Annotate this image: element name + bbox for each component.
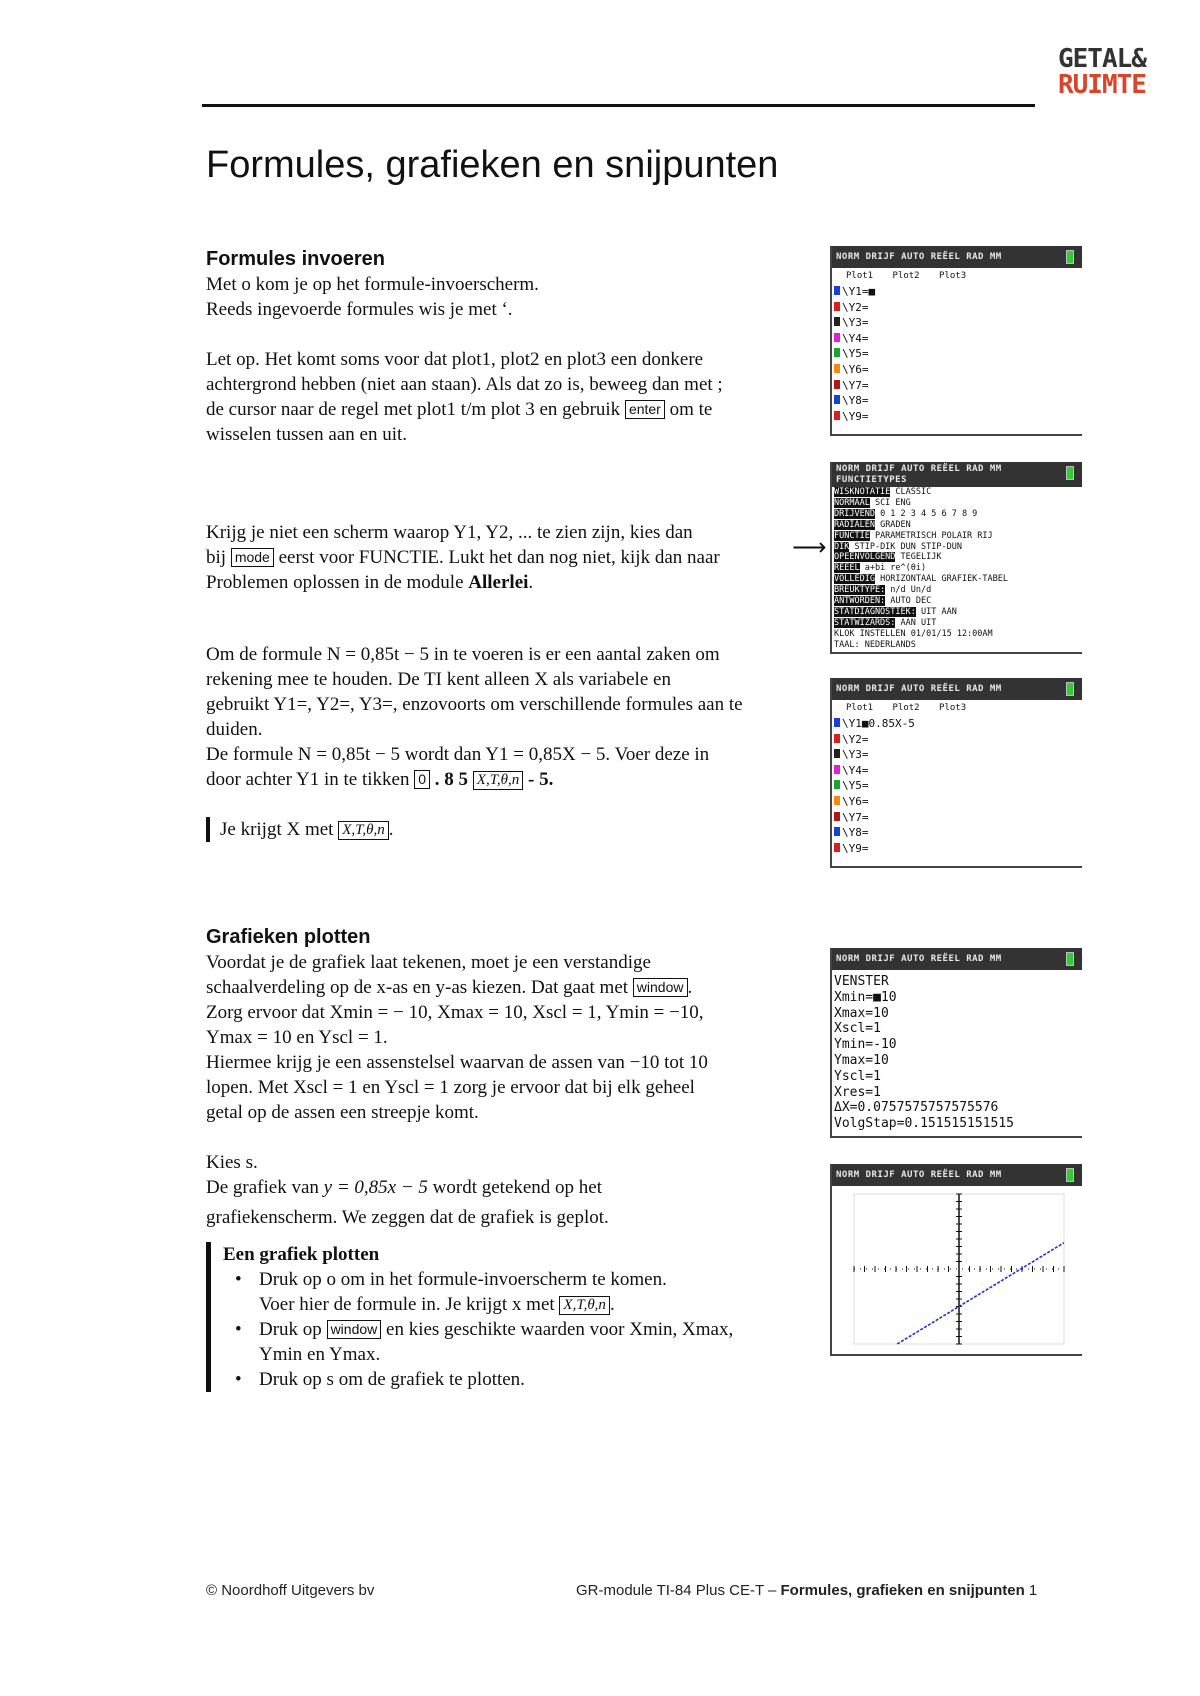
status-bar xyxy=(832,462,1082,487)
text: en kies geschikte waarden voor Xmin, Xmax, xyxy=(381,1319,734,1340)
selected-option: BREUKTYPE: xyxy=(834,585,886,596)
calc-screen-y-editor xyxy=(830,246,1082,436)
selected-option: VOLLEDIG xyxy=(834,574,875,585)
text: Druk op xyxy=(259,1319,327,1340)
window-key: window xyxy=(633,978,688,997)
paragraph: Kies s. xyxy=(206,1152,258,1173)
window-row: ΔX=0.0757575757575576 xyxy=(834,1100,999,1116)
paragraph xyxy=(206,1175,806,1200)
y-entry xyxy=(832,716,1082,732)
section-functie-mode xyxy=(206,520,806,595)
y-entry xyxy=(832,300,1082,316)
color-marker xyxy=(834,812,840,821)
y-text: \Y2= xyxy=(842,300,869,314)
paragraph: achtergrond hebben (niet aan staan). Als dat zo is, beweeg dan met ; xyxy=(206,374,723,395)
window-row: Ymax=10 xyxy=(834,1052,889,1068)
y-text: \Y8= xyxy=(842,826,869,840)
selected-option: STATWIZARDS: xyxy=(834,617,896,628)
y-entry xyxy=(832,315,1082,331)
arrow-right-icon: ⟶ xyxy=(792,533,827,561)
text: schaalverdeling op de x-as en y-as kiezen. Dat gaat met xyxy=(206,977,633,998)
paragraph: wisselen tussen aan en uit. xyxy=(206,424,408,445)
battery-icon xyxy=(1066,466,1074,480)
window-row: Xmin=■10 xyxy=(834,989,897,1005)
selected-option: NORMAAL xyxy=(834,497,870,508)
color-marker xyxy=(834,780,840,789)
section-heading: Formules invoeren xyxy=(206,248,385,270)
selected-option: RADIALEN xyxy=(834,519,875,530)
color-marker xyxy=(834,827,840,836)
mode-options: TEGELIJK xyxy=(895,552,942,563)
y-text: \Y2= xyxy=(842,732,869,746)
paragraph: Voordat je de grafiek laat tekenen, moet je een verstandige xyxy=(206,952,651,973)
mode-options: SCI ENG xyxy=(869,497,911,508)
mode-options: 0 1 2 3 4 5 6 7 8 9 xyxy=(874,508,978,519)
mode-row xyxy=(832,629,1082,640)
mode-options: AAN UIT xyxy=(895,617,937,628)
section-grafieken-plotten xyxy=(206,924,806,1392)
y-text: \Y7= xyxy=(842,810,869,824)
paragraph: Ymax = 10 en Yscl = 1. xyxy=(206,1027,388,1048)
plot-row: Plot1 Plot2 Plot3 xyxy=(846,271,967,281)
y-entry xyxy=(832,362,1082,378)
xton-key: X,T,θ,n xyxy=(559,1296,610,1315)
selected-option: DRIJVEND xyxy=(834,508,875,519)
y-entry xyxy=(832,778,1082,794)
y-list xyxy=(832,284,1082,424)
y-entry xyxy=(832,409,1082,425)
page-title: Formules, grafieken en snijpunten xyxy=(206,144,779,186)
color-marker xyxy=(834,765,840,774)
color-marker xyxy=(834,796,840,805)
y-text: \Y1■0.85X-5 xyxy=(842,717,915,730)
selected-option: WISKNOTATIE xyxy=(834,487,891,497)
text: . xyxy=(687,977,693,998)
mode-options: TAAL: NEDERLANDS xyxy=(834,639,916,650)
text: om te xyxy=(664,399,713,420)
paragraph: Zorg ervoor dat Xmin = − 10, Xmax = 10, Xscl = 1, Ymin = −10, xyxy=(206,1002,704,1023)
status-bar xyxy=(832,948,1082,970)
y-text: \Y5= xyxy=(842,347,869,361)
mode-options: HORIZONTAAL GRAFIEK-TABEL xyxy=(874,574,1009,585)
mode-options: PARAMETRISCH POLAIR RIJ xyxy=(869,530,993,541)
selected-option: STATDIAGNOSTIEK: xyxy=(834,606,916,617)
paragraph: duiden. xyxy=(206,719,263,740)
mode-options: AUTO DEC xyxy=(885,596,932,607)
text: door achter Y1 in te tikken xyxy=(206,769,415,790)
mode-row xyxy=(832,640,1082,651)
y-entry xyxy=(832,284,1082,300)
enter-key: enter xyxy=(625,400,665,419)
status-text: NORM DRIJF AUTO REËEL RAD MM xyxy=(836,1170,1002,1180)
calc-screen-graph xyxy=(830,1164,1082,1356)
text: . xyxy=(609,1294,615,1315)
y-text: \Y3= xyxy=(842,316,869,330)
text: . 8 5 xyxy=(430,769,473,790)
color-marker xyxy=(834,380,840,389)
text: Voer hier de formule in. Je krijgt x met xyxy=(259,1294,560,1315)
battery-icon xyxy=(1066,682,1074,696)
status-bar xyxy=(832,1164,1082,1186)
footer-module xyxy=(576,1582,1037,1599)
formula: y = 0,85x − 5 xyxy=(323,1177,428,1198)
mode-row xyxy=(832,509,1082,520)
footer-copyright: © Noordhoff Uitgevers bv xyxy=(206,1582,375,1599)
list-item: • Druk op s om de grafiek te plotten. xyxy=(223,1367,806,1392)
window-row: Xres=1 xyxy=(834,1084,881,1100)
y-entry xyxy=(832,346,1082,362)
logo-line2: RUIMTE xyxy=(1058,70,1146,100)
paragraph: rekening mee te houden. De TI kent alleen X als variabele en xyxy=(206,669,671,690)
logo-line1: GETAL& xyxy=(1058,44,1146,74)
paragraph: getal op de assen een streepje komt. xyxy=(206,1102,479,1123)
text: - 5. xyxy=(523,769,554,790)
mode-row xyxy=(832,585,1082,596)
window-key: window xyxy=(327,1320,382,1339)
plot-row: Plot1 Plot2 Plot3 xyxy=(846,703,967,713)
list-item-continued: Ymin en Ymax. xyxy=(259,1344,381,1365)
window-row: VENSTER xyxy=(834,974,889,989)
mode-options: KLOK INSTELLEN 01/01/15 12:00AM xyxy=(834,628,993,639)
status-bar xyxy=(832,246,1082,268)
y-text: \Y8= xyxy=(842,394,869,408)
y-text: \Y9= xyxy=(842,841,869,855)
paragraph: Let op. Het komt soms voor dat plot1, plot2 en plot3 een donkere xyxy=(206,349,704,370)
text: eerst voor FUNCTIE. Lukt het dan nog niet, kijk dan naar xyxy=(273,547,720,568)
status-text: NORM DRIJF AUTO REËEL RAD MM xyxy=(836,464,1002,474)
y-entry xyxy=(832,393,1082,409)
y-entry xyxy=(832,794,1082,810)
color-marker xyxy=(834,395,840,404)
publisher-logo xyxy=(1058,46,1178,98)
mode-row xyxy=(832,618,1082,629)
color-marker xyxy=(834,286,840,295)
footer-module-name: GR-module TI-84 Plus CE-T – xyxy=(576,1582,781,1599)
paragraph: Met o kom je op het formule-invoerscherm. xyxy=(206,274,539,295)
status-text: NORM DRIJF AUTO REËEL RAD MM xyxy=(836,684,1002,694)
y-entry xyxy=(832,825,1082,841)
window-row: Xmax=10 xyxy=(834,1005,889,1021)
mode-options: CLASSIC xyxy=(890,487,932,497)
mode-options: GRADEN xyxy=(874,519,911,530)
window-list xyxy=(832,970,1082,1132)
text: wordt getekend op het xyxy=(427,1177,603,1198)
battery-icon xyxy=(1066,250,1074,264)
note xyxy=(206,817,806,842)
text: . xyxy=(528,572,534,593)
y-entry xyxy=(832,841,1082,857)
instruction-box xyxy=(206,1242,806,1392)
list-item-continued xyxy=(223,1292,806,1317)
y-text: \Y6= xyxy=(842,794,869,808)
section-formule-voorbeeld xyxy=(206,642,806,842)
status-text: NORM DRIJF AUTO REËEL RAD MM xyxy=(836,954,1002,964)
window-row: VolgStap=0.151515151515 xyxy=(834,1116,1015,1132)
selected-option: FUNCTIE xyxy=(834,530,870,541)
status-text: NORM DRIJF AUTO REËEL RAD MM xyxy=(836,252,1002,262)
battery-icon xyxy=(1066,952,1074,966)
calc-screen-mode xyxy=(830,462,1082,654)
y-text: \Y3= xyxy=(842,748,869,762)
header-rule xyxy=(202,104,1035,107)
y-text: \Y5= xyxy=(842,779,869,793)
footer-chapter: Formules, grafieken en snijpunten xyxy=(780,1582,1025,1599)
window-row: Xscl=1 xyxy=(834,1021,881,1037)
paragraph xyxy=(206,975,806,1000)
zero-key: 0 xyxy=(414,770,430,789)
mode-row xyxy=(832,498,1082,509)
color-marker xyxy=(834,718,840,727)
mode-row xyxy=(832,607,1082,618)
paragraph: De formule N = 0,85t − 5 wordt dan Y1 = 0,85X − 5. Voer deze in xyxy=(206,744,710,765)
paragraph xyxy=(206,570,806,595)
box-heading: Een grafiek plotten xyxy=(223,1244,380,1265)
y-entry xyxy=(832,763,1082,779)
page-number: 1 xyxy=(1028,1582,1038,1599)
selected-option: ANTWORDEN: xyxy=(834,596,886,607)
paragraph: grafiekenscherm. We zeggen dat de grafiek is geplot. xyxy=(206,1207,609,1228)
xton-key: X,T,θ,n xyxy=(473,771,524,790)
calc-screen-y-editor-filled xyxy=(830,678,1082,868)
y-entry xyxy=(832,747,1082,763)
color-marker xyxy=(834,843,840,852)
color-marker xyxy=(834,333,840,342)
selected-option: DIK xyxy=(834,541,850,552)
y-text: \Y4= xyxy=(842,763,869,777)
calc-screen-window xyxy=(830,948,1082,1138)
module-name: Allerlei xyxy=(468,572,529,593)
window-row: Yscl=1 xyxy=(834,1068,881,1084)
mode-options: UIT AAN xyxy=(915,606,957,617)
color-marker xyxy=(834,348,840,357)
paragraph: Krijg je niet een scherm waarop Y1, Y2, ... te zien zijn, kies dan xyxy=(206,522,693,543)
mode-options: STIP-DIK DUN STIP-DUN xyxy=(849,541,962,552)
paragraph xyxy=(206,545,806,570)
mode-row xyxy=(832,574,1082,585)
list-item xyxy=(223,1317,806,1342)
mode-list xyxy=(832,487,1082,651)
mode-row xyxy=(832,542,1082,553)
y-entry xyxy=(832,732,1082,748)
mode-options: n/d Un/d xyxy=(885,585,932,596)
text: . xyxy=(388,819,394,840)
paragraph: Hiermee krijg je een assenstelsel waarvan de assen van −10 tot 10 xyxy=(206,1052,708,1073)
mode-row xyxy=(832,487,1082,498)
y-text: \Y9= xyxy=(842,409,869,423)
text: bij xyxy=(206,547,231,568)
color-marker xyxy=(834,302,840,311)
mode-row xyxy=(832,563,1082,574)
paragraph: Reeds ingevoerde formules wis je met ‘. xyxy=(206,299,513,320)
color-marker xyxy=(834,734,840,743)
paragraph xyxy=(206,397,806,422)
mode-row xyxy=(832,520,1082,531)
mode-key: mode xyxy=(231,548,274,567)
color-marker xyxy=(834,749,840,758)
mode-header: FUNCTIETYPES xyxy=(836,475,908,485)
battery-icon xyxy=(1066,1168,1074,1182)
y-text: \Y1=■ xyxy=(842,285,876,298)
color-marker xyxy=(834,364,840,373)
text: Problemen oplossen in de module xyxy=(206,572,469,593)
mode-row xyxy=(832,596,1082,607)
y-text: \Y4= xyxy=(842,331,869,345)
section-heading: Grafieken plotten xyxy=(206,926,371,948)
text: De grafiek van xyxy=(206,1177,324,1198)
paragraph: Om de formule N = 0,85t − 5 in te voeren is er een aantal zaken om xyxy=(206,644,720,665)
window-row: Ymin=-10 xyxy=(834,1037,897,1053)
mode-row xyxy=(832,552,1082,563)
paragraph: gebruikt Y1=, Y2=, Y3=, enzovoorts om verschillende formules aan te xyxy=(206,694,743,715)
y-entry xyxy=(832,810,1082,826)
y-list xyxy=(832,716,1082,856)
graph-plot xyxy=(832,1186,1080,1352)
y-entry xyxy=(832,331,1082,347)
mode-options: a+bi re^(θi) xyxy=(859,563,927,574)
section-formules-invoeren xyxy=(206,246,806,447)
selected-option: REËEL xyxy=(834,563,860,574)
color-marker xyxy=(834,411,840,420)
text: Je krijgt X met xyxy=(220,819,339,840)
mode-row xyxy=(832,531,1082,542)
status-bar xyxy=(832,678,1082,700)
color-marker xyxy=(834,317,840,326)
y-text: \Y7= xyxy=(842,378,869,392)
list-item: • Druk op o om in het formule-invoerscherm te komen. xyxy=(223,1267,806,1292)
paragraph: lopen. Met Xscl = 1 en Yscl = 1 zorg je ervoor dat bij elk geheel xyxy=(206,1077,695,1098)
xton-key: X,T,θ,n xyxy=(338,821,389,840)
text: de cursor naar de regel met plot1 t/m plot 3 en gebruik xyxy=(206,399,625,420)
y-entry xyxy=(832,378,1082,394)
paragraph xyxy=(206,767,806,792)
y-text: \Y6= xyxy=(842,362,869,376)
selected-option: OPEENVOLGEND xyxy=(834,552,896,563)
